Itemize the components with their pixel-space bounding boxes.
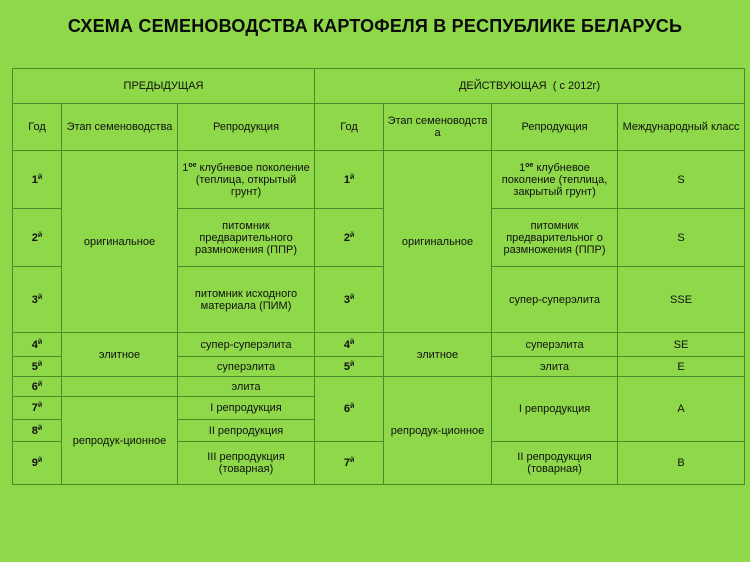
prev-reproduction-cell: III репродукция (товарная) (178, 442, 315, 485)
intl-class-cell: SE (618, 333, 745, 357)
prev-stage-empty (62, 377, 178, 397)
intl-class-cell: E (618, 357, 745, 377)
group-header-current: ДЕЙСТВУЮЩАЯ ( с 2012г) (315, 69, 745, 104)
curr-reproduction-cell: суперэлита (492, 333, 618, 357)
curr-year-cell: $7^й$ (315, 442, 384, 485)
curr-reproduction-cell: II репродукция (товарная) (492, 442, 618, 485)
curr-reproduction-cell: супер-суперэлита (492, 267, 618, 333)
intl-class-cell: SSE (618, 267, 745, 333)
group-header-previous: ПРЕДЫДУЩАЯ (13, 69, 315, 104)
prev-year-cell: $5^й$ (13, 357, 62, 377)
curr-year-cell: $3^й$ (315, 267, 384, 333)
prev-year-cell: $6^й$ (13, 377, 62, 397)
curr-year-cell: $2^й$ (315, 209, 384, 267)
prev-reproduction-cell: $1^{ое}$ клубневое поколение (теплица, открытый грунт) (178, 151, 315, 209)
page-title: СХЕМА СЕМЕНОВОДСТВА КАРТОФЕЛЯ В РЕСПУБЛИКЕ БЕЛАРУСЬ (67, 16, 683, 36)
group-header-current-note: ( с 2012г) (552, 80, 601, 92)
prev-reproduction-cell: II репродукция (178, 420, 315, 442)
curr-stage-repro: репродук-ционное (384, 377, 492, 485)
prev-year-cell: $9^й$ (13, 442, 62, 485)
prev-stage-repro: репродук-ционное (62, 397, 178, 485)
curr-reproduction-cell: I репродукция (492, 377, 618, 442)
prev-year-cell: $7^й$ (13, 397, 62, 420)
col-header-stage-previous: Этап семеноводства (62, 104, 178, 151)
curr-stage-original: оригинальное (384, 151, 492, 333)
col-header-year-current: Год (315, 104, 384, 151)
intl-class-cell: A (618, 377, 745, 442)
curr-reproduction-cell: питомник предварительног о размножения (ППР) (492, 209, 618, 267)
prev-reproduction-cell: питомник исходного материала (ПИМ) (178, 267, 315, 333)
curr-year-cell: $1^й$ (315, 151, 384, 209)
intl-class-cell: S (618, 209, 745, 267)
curr-year-cell: $6^й$ (315, 377, 384, 442)
curr-reproduction-cell: элита (492, 357, 618, 377)
prev-year-cell: $8^й$ (13, 420, 62, 442)
prev-reproduction-cell: элита (178, 377, 315, 397)
prev-year-cell: $3^й$ (13, 267, 62, 333)
col-header-year: Год (13, 104, 62, 151)
curr-reproduction-cell: $1^{ое}$ клубневое поколение (теплица, закрытый грунт) (492, 151, 618, 209)
prev-stage-original: оригинальное (62, 151, 178, 333)
prev-stage-elite: элитное (62, 333, 178, 377)
intl-class-cell: B (618, 442, 745, 485)
intl-class-cell: S (618, 151, 745, 209)
prev-reproduction-cell: питомник предварительного размножения (ППР) (178, 209, 315, 267)
prev-reproduction-cell: I репродукция (178, 397, 315, 420)
col-header-international-class: Международный класс (618, 104, 745, 151)
curr-stage-elite: элитное (384, 333, 492, 377)
seed-scheme-table (12, 68, 745, 485)
curr-year-cell: $5^й$ (315, 357, 384, 377)
prev-year-cell: $1^й$ (13, 151, 62, 209)
prev-reproduction-cell: суперэлита (178, 357, 315, 377)
prev-year-cell: $2^й$ (13, 209, 62, 267)
col-header-stage-current: Этап семеноводств а (384, 104, 492, 151)
col-header-reproduction: Репродукция (178, 104, 315, 151)
curr-year-cell: $4^й$ (315, 333, 384, 357)
col-header-reproduction-current: Репродукция (492, 104, 618, 151)
prev-year-cell: $4^й$ (13, 333, 62, 357)
prev-reproduction-cell: супер-суперэлита (178, 333, 315, 357)
